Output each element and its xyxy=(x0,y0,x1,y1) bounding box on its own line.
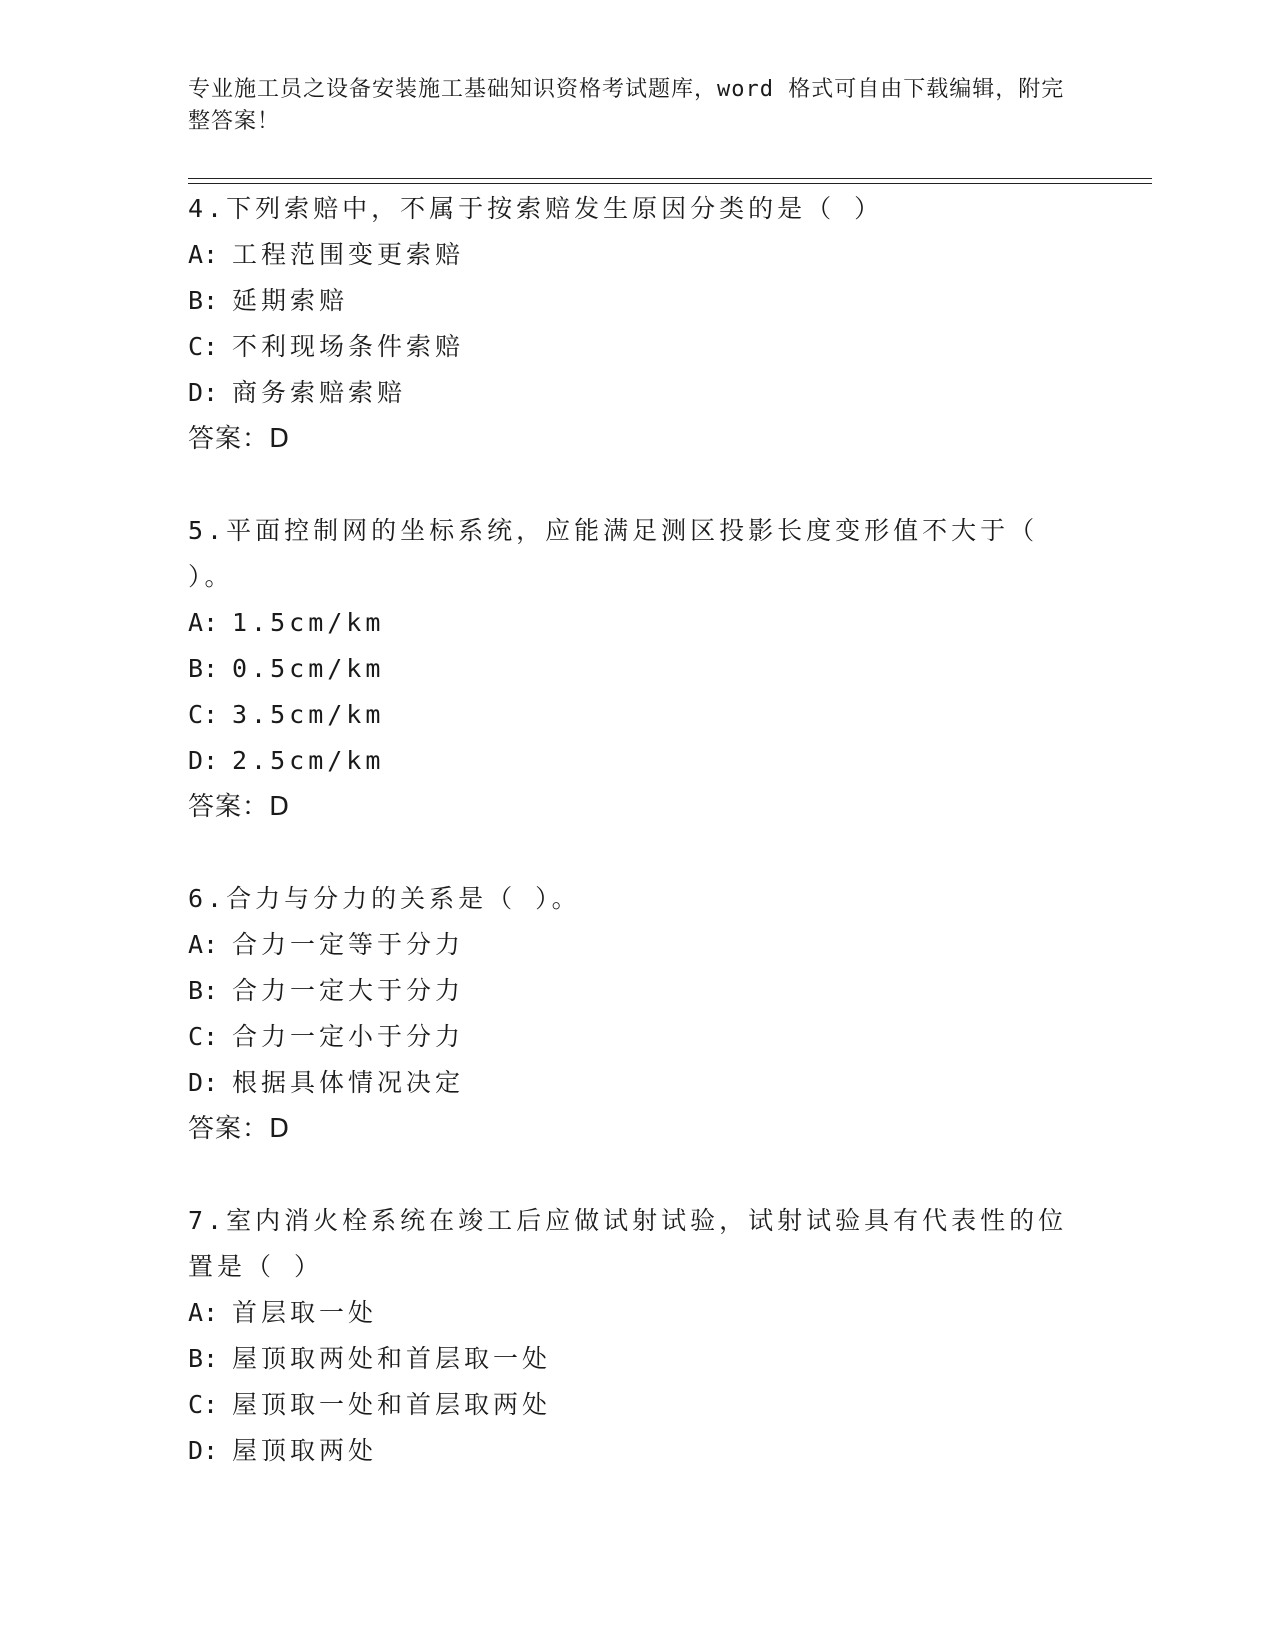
option-d xyxy=(188,370,1068,416)
option-letter: D: xyxy=(188,1068,219,1097)
option-c xyxy=(188,1014,1068,1060)
answer-line: 答案：D xyxy=(188,1114,291,1144)
option-text: 2.5cm/km xyxy=(232,746,385,775)
option-letter: B: xyxy=(188,286,219,315)
option-c xyxy=(188,692,1068,738)
question-list xyxy=(188,186,1068,1520)
header-divider-top xyxy=(188,178,1152,179)
option-letter: A: xyxy=(188,1298,219,1327)
question-item xyxy=(188,876,1068,1152)
option-text: 延期索赔 xyxy=(232,286,349,315)
option-letter: B: xyxy=(188,976,219,1005)
question-stem: 5.平面控制网的坐标系统，应能满足测区投影长度变形值不大于（ ）。 xyxy=(188,516,1039,591)
option-letter: C: xyxy=(188,1390,219,1419)
option-letter: A: xyxy=(188,240,219,269)
option-letter: C: xyxy=(188,1022,219,1051)
option-text: 合力一定小于分力 xyxy=(232,1022,465,1051)
option-letter: D: xyxy=(188,378,219,407)
option-text: 商务索赔索赔 xyxy=(232,378,407,407)
option-b xyxy=(188,968,1068,1014)
option-text: 屋顶取一处和首层取两处 xyxy=(232,1390,552,1419)
option-letter: D: xyxy=(188,1436,219,1465)
option-a xyxy=(188,600,1068,646)
option-b xyxy=(188,278,1068,324)
option-a xyxy=(188,232,1068,278)
option-letter: B: xyxy=(188,1344,219,1373)
question-stem: 6.合力与分力的关系是（ ）。 xyxy=(188,884,581,913)
question-item xyxy=(188,508,1068,830)
option-b xyxy=(188,646,1068,692)
document-header: 专业施工员之设备安装施工基础知识资格考试题库，word 格式可自由下载编辑，附完整答案！ xyxy=(188,77,1065,134)
option-text: 不利现场条件索赔 xyxy=(232,332,465,361)
question-item xyxy=(188,1198,1068,1474)
option-text: 首层取一处 xyxy=(232,1298,378,1327)
question-item xyxy=(188,186,1068,462)
option-letter: C: xyxy=(188,700,219,729)
option-text: 屋顶取两处和首层取一处 xyxy=(232,1344,552,1373)
option-text: 工程范围变更索赔 xyxy=(232,240,465,269)
option-c xyxy=(188,324,1068,370)
option-b xyxy=(188,1336,1068,1382)
option-text: 合力一定大于分力 xyxy=(232,976,465,1005)
answer-line: 答案：D xyxy=(188,424,291,454)
option-letter: B: xyxy=(188,654,219,683)
option-letter: A: xyxy=(188,930,219,959)
header-divider-bottom xyxy=(188,183,1152,184)
option-d xyxy=(188,1428,1068,1474)
question-stem: 4.下列索赔中，不属于按索赔发生原因分类的是（ ） xyxy=(188,194,884,223)
option-c xyxy=(188,1382,1068,1428)
option-a xyxy=(188,1290,1068,1336)
answer-line: 答案：D xyxy=(188,792,291,822)
option-text: 根据具体情况决定 xyxy=(232,1068,465,1097)
option-letter: D: xyxy=(188,746,219,775)
option-text: 合力一定等于分力 xyxy=(232,930,465,959)
option-letter: A: xyxy=(188,608,219,637)
question-stem: 7.室内消火栓系统在竣工后应做试射试验，试射试验具有代表性的位置是（ ） xyxy=(188,1206,1068,1281)
option-letter: C: xyxy=(188,332,219,361)
option-d xyxy=(188,1060,1068,1106)
option-a xyxy=(188,922,1068,968)
option-text: 0.5cm/km xyxy=(232,654,385,683)
option-text: 屋顶取两处 xyxy=(232,1436,378,1465)
option-d xyxy=(188,738,1068,784)
option-text: 1.5cm/km xyxy=(232,608,385,637)
option-text: 3.5cm/km xyxy=(232,700,385,729)
